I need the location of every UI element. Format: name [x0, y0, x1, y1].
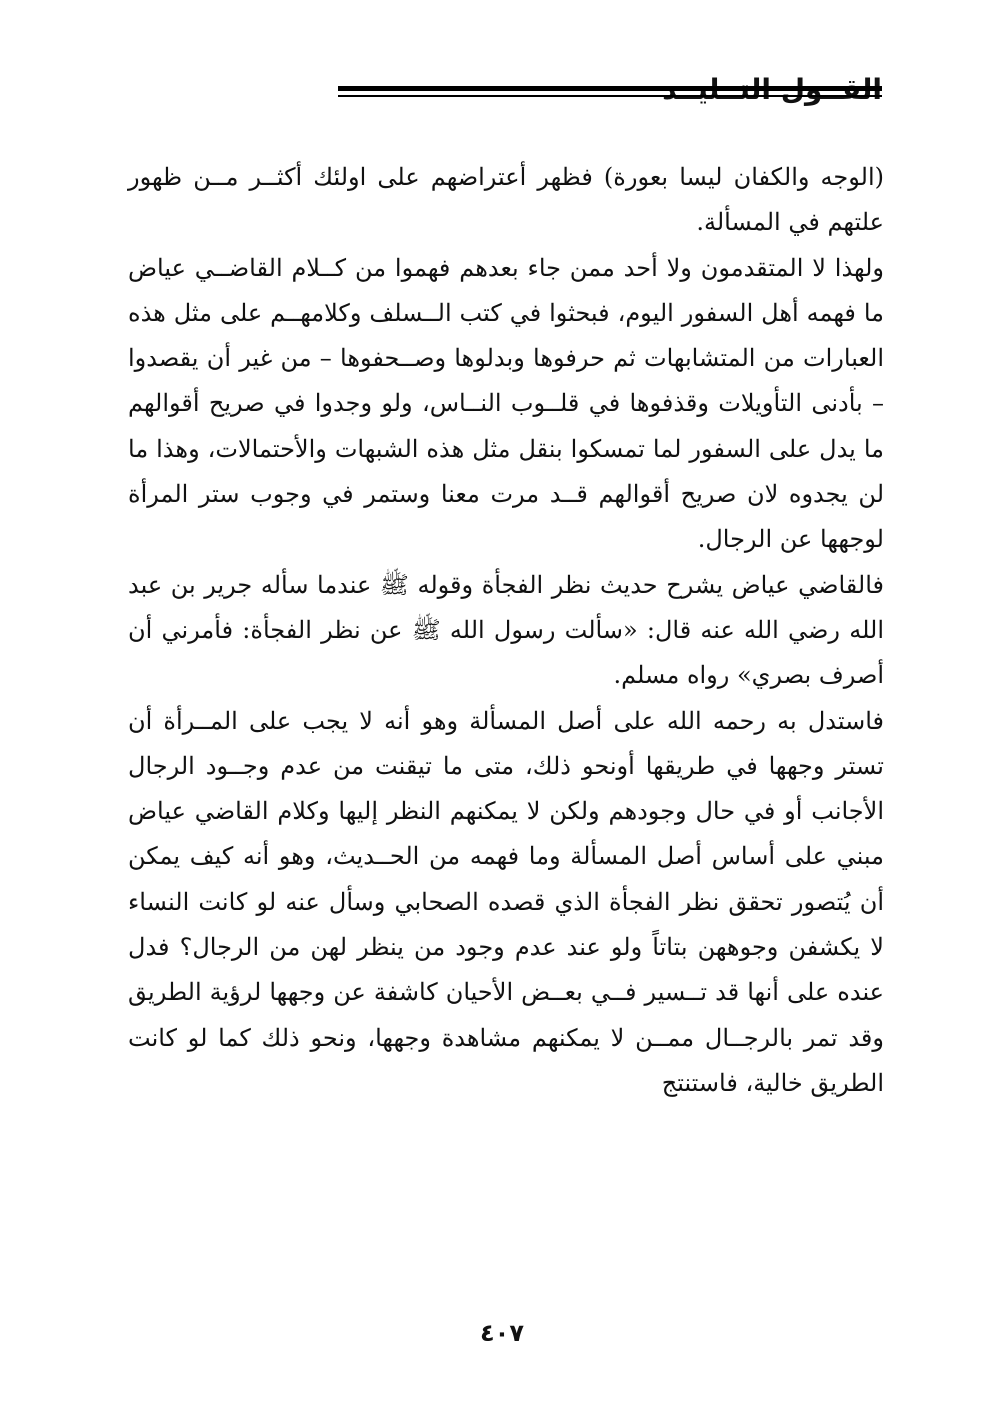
- paragraph-1: (الوجه والكفان ليسا بعورة) فظهر أعتراضهم على اولئك أكثــر مــن ظهور علتهم في المسألة.: [128, 163, 884, 237]
- header-rule-thick: [338, 86, 882, 91]
- page-number: ٤٠٧: [480, 1319, 524, 1347]
- paragraph-3: فالقاضي عياض يشرح حديث نظر الفجأة وقوله ﷺ عندما سأله جرير بن عبد الله رضي الله عنه قال: «سألت رسول الله ﷺ عن نظر الفجأة: فأمرني أن أصرف بصري» رواه مسلم.: [128, 570, 885, 690]
- paragraph-4: فاستدل به رحمه الله على أصل المسألة وهو أنه لا يجب على المــرأة أن تستر وجهها في طريقها أونحو ذلك، متى ما تيقنت من عدم وجــود الرجال الأجانب أو في حال وجودهم ولكن لا يمكنهم النظر إليها وكلام القاضي عياض مبني على أساس أصل المسألة وما فهمه من الحــديث، وهو أنه كيف يمكن أن يُتصور تحقق نظر الفجأة الذي قصده الصحابي وسأل عنه لو كانت النساء لا يكشفن وجوههن بتاتاً ولو عند عدم وجود من ينظر لهن من الرجال؟ فدل عنده على أنها قد تــسير فــي بعــض الأحيان كاشفة عن وجهها لرؤية الطريق وقد تمر بالرجــال ممــن لا يمكنهم مشاهدة وجهها، ونحو ذلك كما لو كانت الطريق خالية، فاستنتج: [128, 706, 884, 1097]
- page-header: [118, 72, 882, 112]
- header-rule-thin: [338, 95, 882, 97]
- paragraph-2: ولهذا لا المتقدمون ولا أحد ممن جاء بعدهم فهموا من كــلام القاضــي عياض ما فهمه أهل السفور اليوم، فبحثوا في كتب الــسلف وكلامهــم على مثل هذه العبارات من المتشابهات ثم حرفوها وبدلوها وصــحفوها – من غير أن يقصدوا – بأدنى التأويلات وقذفوها في قلــوب النــاس، ولو وجدوا في صريح أقوالهم ما يدل على السفور لما تمسكوا بنقل مثل هذه الشبهات والأحتمالات، وهذا ما لن يجدوه لان صريح أقوالهم قــد مرت معنا وستمر في وجوب ستر المرأة لوجهها عن الرجال.: [128, 253, 884, 554]
- main-text: [128, 155, 884, 1106]
